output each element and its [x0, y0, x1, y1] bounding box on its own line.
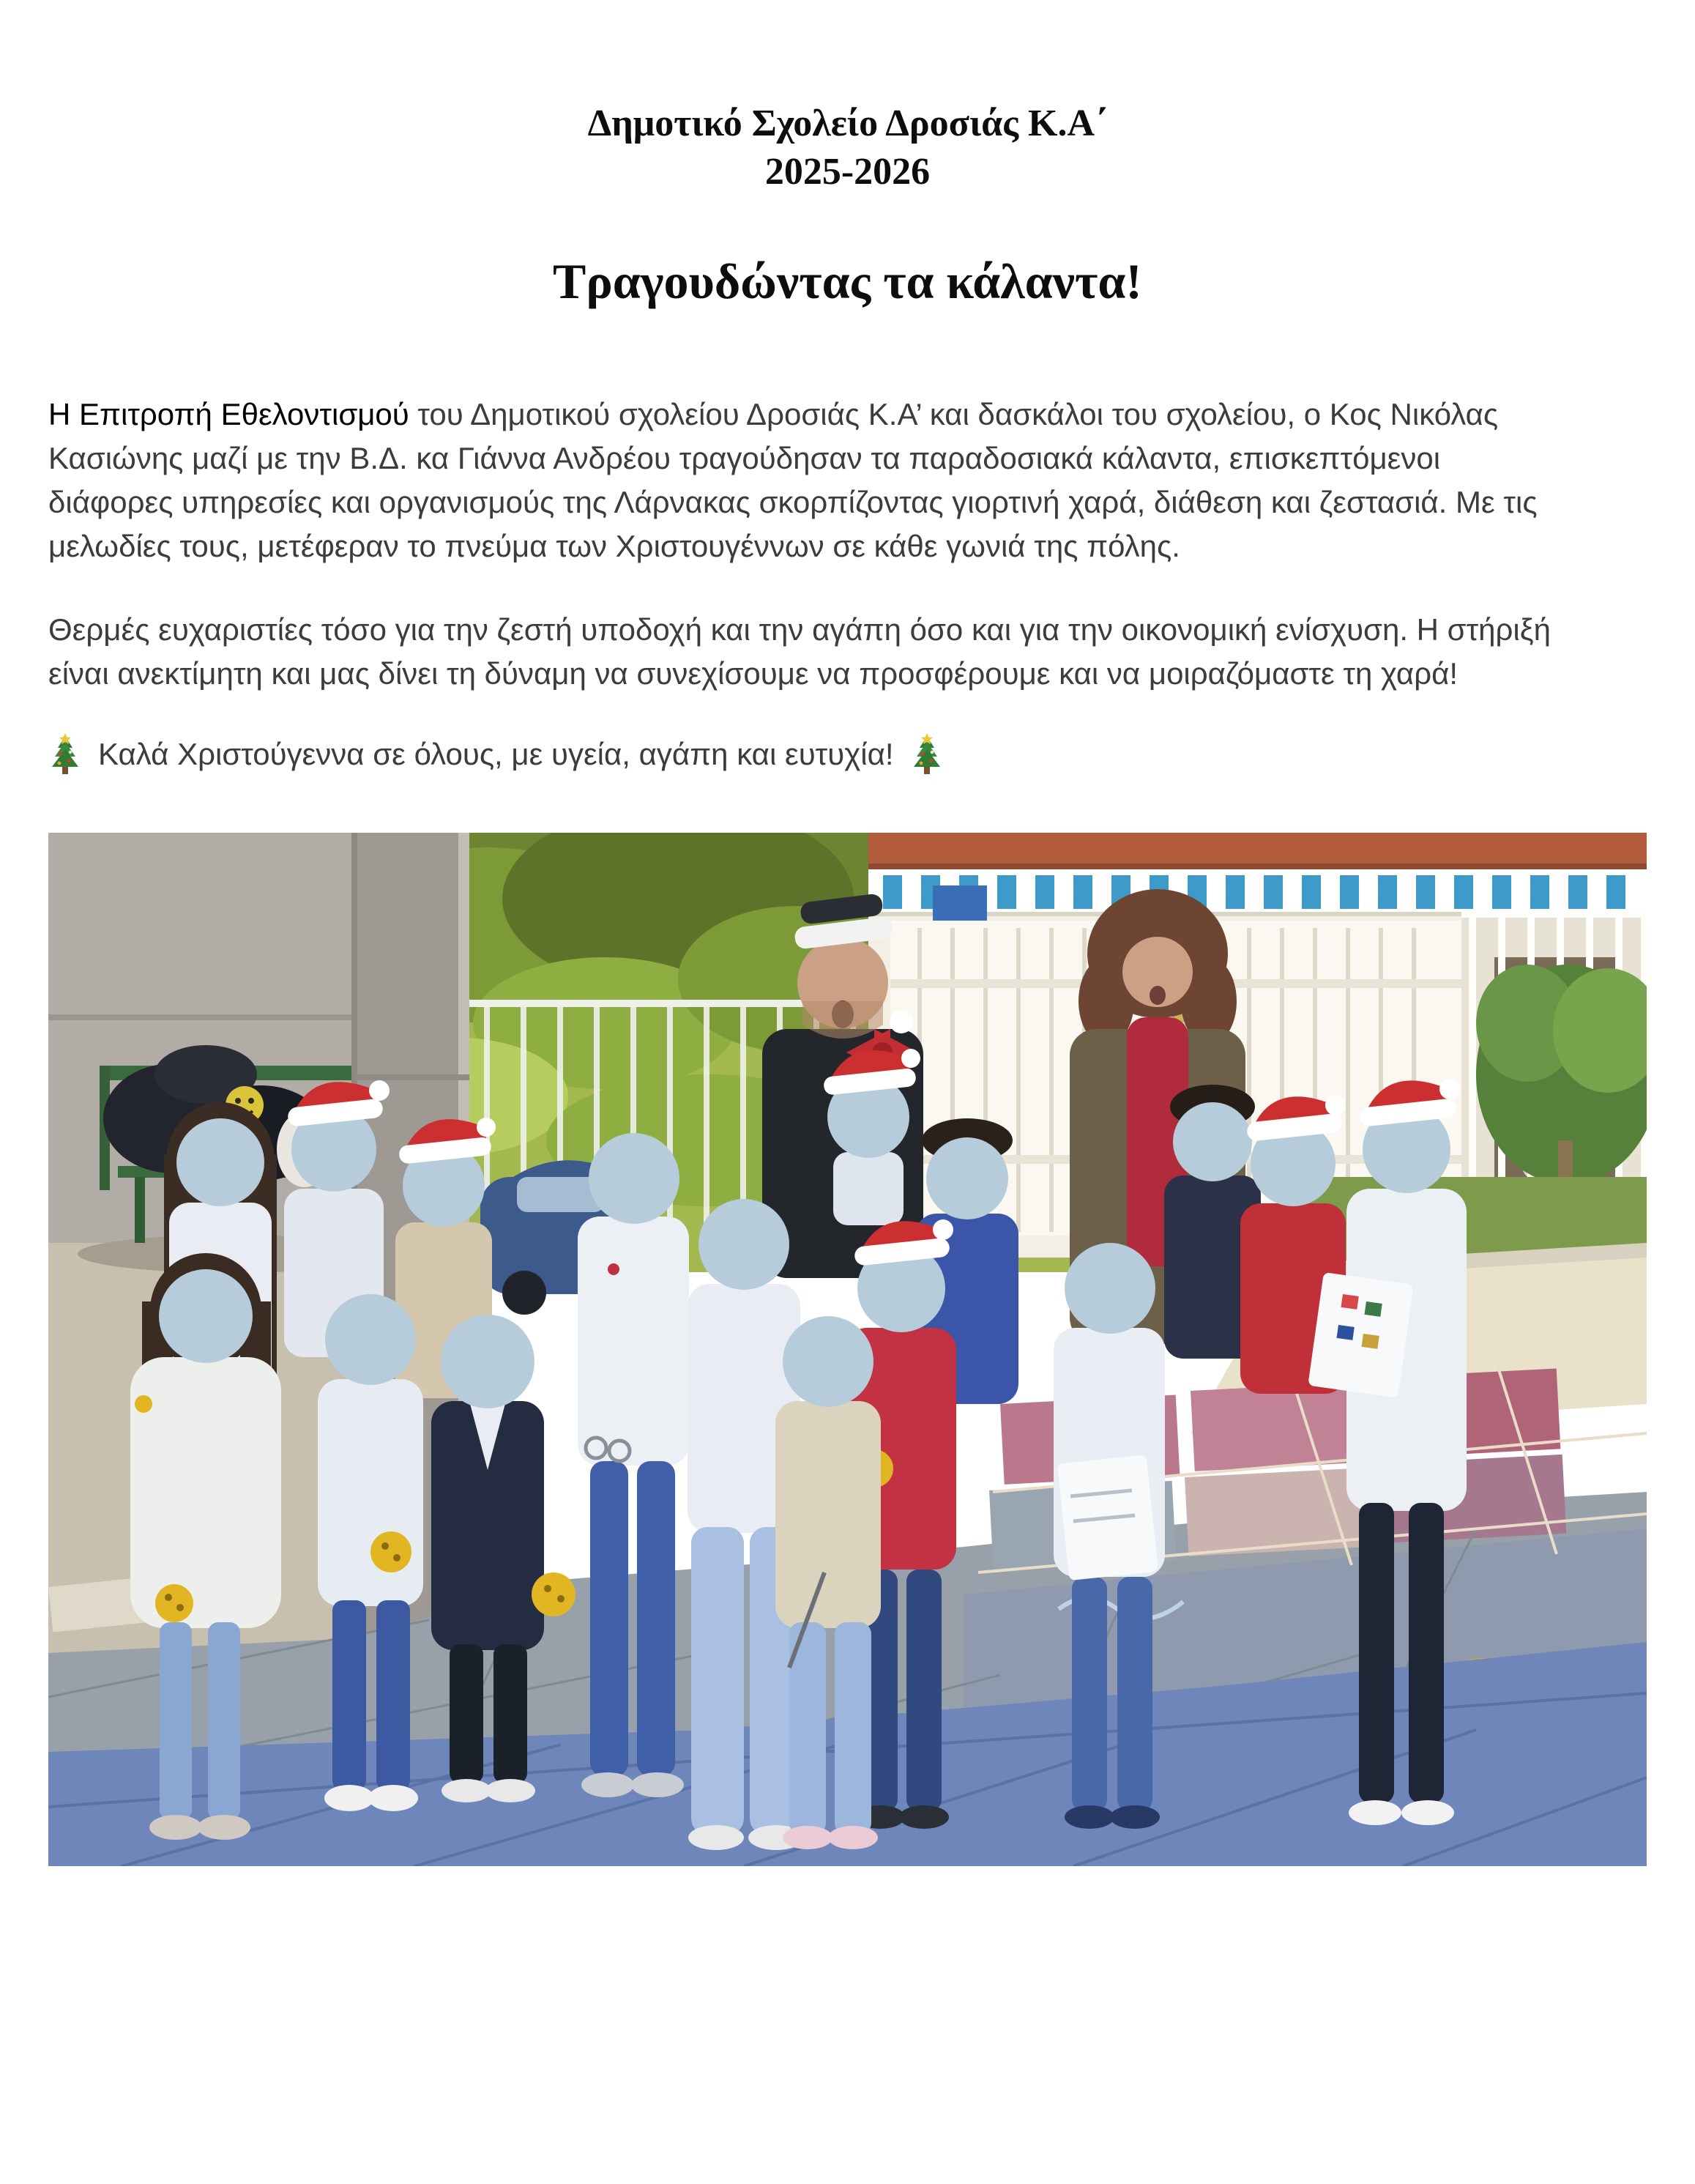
carol-singing-photo [48, 833, 1647, 1866]
paragraph-2-line-2: είναι ανεκτίμητη και μας δίνει τη δύναμη να συνεχίσουμε να προσφέρουμε και να μοιραζόμαστε τη χαρά! [48, 656, 1459, 691]
paragraph-1-line-1 [48, 393, 1659, 437]
christmas-tree-icon [910, 733, 944, 776]
white-song-sheet [1057, 1455, 1158, 1581]
photo-scene [48, 833, 1647, 1866]
colorful-song-sheet [1308, 1272, 1414, 1398]
tambourine [155, 1584, 193, 1622]
greeting-text: Καλά Χριστούγεννα σε όλους, με υγεία, αγάπη και ευτυχία! [98, 737, 894, 771]
committee-lead-text: Η Επιτροπή Εθελοντισμού [48, 397, 409, 431]
paragraph-1-line-3: διάφορες υπηρεσίες και οργανισμούς της Λάρνακας σκορπίζοντας γιορτινή χαρά, διάθεση και ζεστασιά. Με τις [48, 485, 1538, 519]
page-title: Τραγουδώντας τα κάλαντα! [553, 253, 1142, 309]
paragraph-1 [48, 393, 1659, 568]
school-header [0, 100, 1695, 196]
tambourine [532, 1572, 575, 1616]
paragraph-1-line-1-rest: του Δημοτικού σχολείου Δροσιάς Κ.Α’ και δασκάλοι του σχολείου, ο Κος Νικόλας [409, 397, 1499, 431]
blue-sign [933, 885, 987, 921]
school-year: 2025-2026 [764, 151, 931, 193]
paragraph-1-line-4: μελωδίες τους, μετέφεραν το πνεύμα των Χριστουγέννων σε κάθε γωνιά της πόλης. [48, 529, 1180, 563]
paragraph-2 [48, 608, 1659, 696]
christmas-tree-icon [48, 733, 82, 776]
school-name: Δημοτικό Σχολείο Δροσιάς Κ.Α΄ [587, 103, 1108, 144]
paragraph-2-line-1: Θερμές ευχαριστίες τόσο για την ζεστή υποδοχή και την αγάπη όσο και για την οικονομική ενίσχυση. Η στήριξή [48, 612, 1551, 647]
tambourine [370, 1531, 411, 1572]
greeting-line [48, 727, 944, 782]
paragraph-1-line-2: Κασιώνης μαζί με την Β.Δ. κα Γιάννα Ανδρέου τραγούδησαν τα παραδοσιακά κάλαντα, επισκεπτόμενοι [48, 441, 1441, 475]
